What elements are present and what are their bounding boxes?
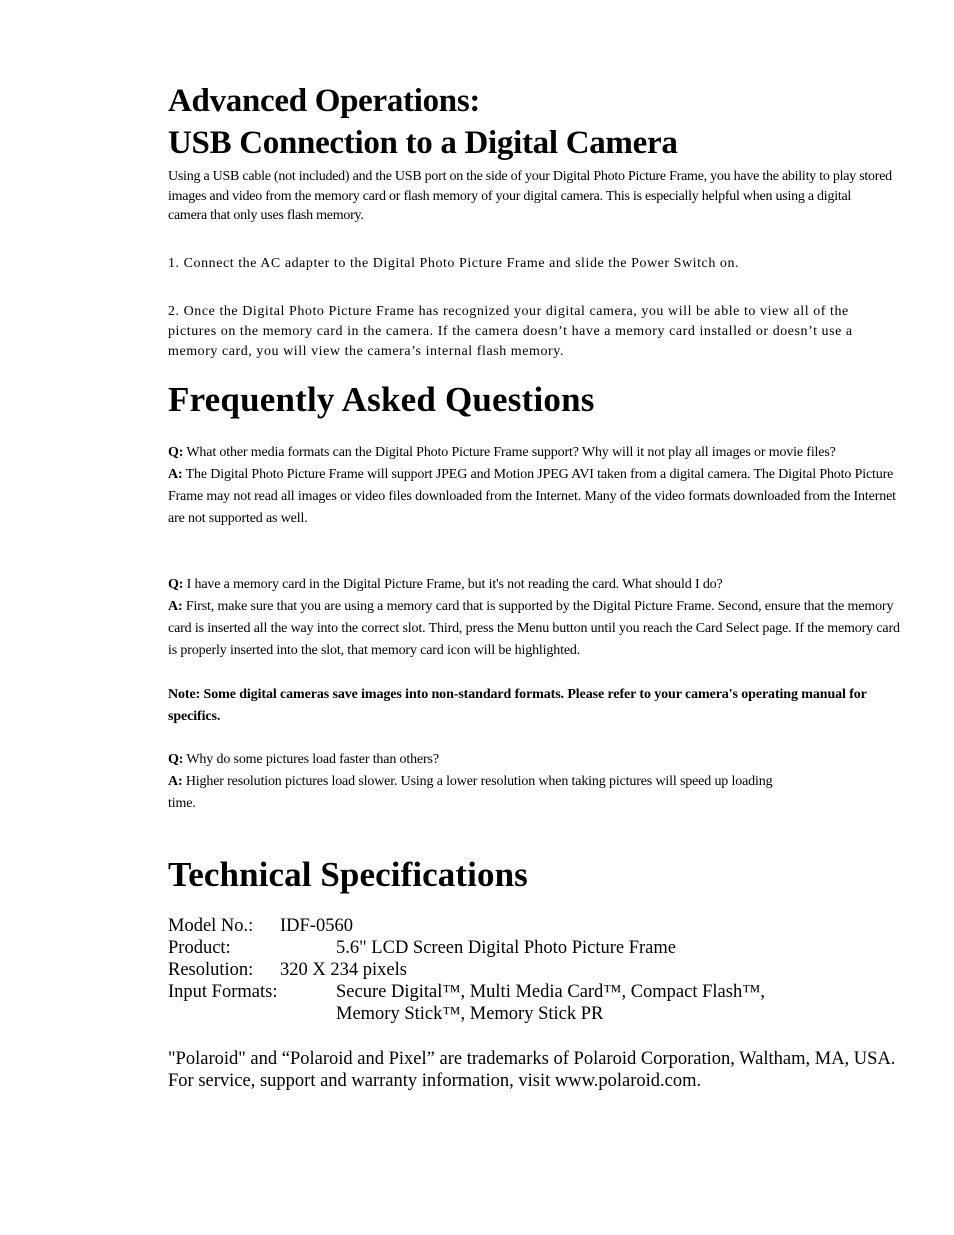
spec-row-model	[168, 915, 900, 937]
heading-line-2: USB Connection to a Digital Camera	[168, 125, 678, 161]
footer-text	[168, 1048, 900, 1092]
usb-step-2: 2. Once the Digital Photo Picture Frame has recognized your digital camera, you will be able to view all of the pictures on the memory card in the camera. If the camera doesn’t have a memory card installed or doesn’t use a memory card, you will view the camera’s internal flash memory.	[168, 304, 853, 359]
faq-item-1	[168, 442, 900, 530]
question-label: Q:	[168, 577, 184, 592]
technical-specifications-heading: Technical Specifications	[168, 855, 528, 894]
usb-step-1: 1. Connect the AC adapter to the Digital Photo Picture Frame and slide the Power Switch on.	[168, 256, 740, 271]
usb-intro-paragraph: Using a USB cable (not included) and the USB port on the side of your Digital Photo Picture Frame, you have the ability to play stored images and video from the memory card or flash memory of your digital camera. This is especially helpful when using a digital camera that only uses flash memory.	[168, 169, 892, 223]
trademark-notice: "Polaroid" and “Polaroid and Pixel” are trademarks of Polaroid Corporation, Waltham, MA, USA.	[168, 1049, 896, 1069]
heading-line-1: Advanced Operations:	[168, 83, 481, 119]
spec-row-input-formats-cont	[168, 1003, 900, 1025]
formats-note: Note: Some digital cameras save images into non-standard formats. Please refer to your camera's operating manual for specifics.	[168, 687, 867, 724]
question-label: Q:	[168, 752, 184, 767]
spec-value: 320 X 234 pixels	[280, 960, 407, 980]
spec-row-resolution	[168, 959, 900, 981]
spec-label: Product:	[168, 938, 231, 958]
answer-label: A:	[168, 774, 183, 789]
spec-value: IDF-0560	[280, 916, 353, 936]
question-text: Why do some pictures load faster than others?	[183, 752, 439, 767]
spec-label: Resolution:	[168, 960, 254, 980]
advanced-operations-heading	[168, 80, 678, 164]
specifications-list	[168, 915, 900, 1025]
spec-row-input-formats	[168, 981, 900, 1003]
faq-item-3	[168, 749, 788, 815]
spec-value: 5.6" LCD Screen Digital Photo Picture Frame	[336, 938, 676, 958]
answer-text: Higher resolution pictures load slower. Using a lower resolution when taking pictures will speed up loading time.	[168, 774, 773, 811]
spec-row-product	[168, 937, 900, 959]
spec-value: Memory Stick™, Memory Stick PR	[336, 1004, 604, 1024]
answer-label: A:	[168, 467, 183, 482]
answer-text: The Digital Photo Picture Frame will support JPEG and Motion JPEG AVI taken from a digital camera. The Digital Photo Picture Frame may not read all images or video files downloaded from the Internet. Many of the video formats downloaded from the Internet are not supported as well.	[168, 467, 896, 526]
spec-value: Secure Digital™, Multi Media Card™, Compact Flash™,	[336, 982, 765, 1002]
spec-label: Model No.:	[168, 916, 254, 936]
answer-text: First, make sure that you are using a memory card that is supported by the Digital Picture Frame. Second, ensure that the memory card is inserted all the way into the correct slot. Third, press the Menu button until you reach the Card Select page. If the memory card is properly inserted into the slot, that memory card icon will be highlighted.	[168, 599, 900, 658]
answer-label: A:	[168, 599, 183, 614]
service-info: For service, support and warranty information, visit www.polaroid.com.	[168, 1071, 702, 1091]
question-text: I have a memory card in the Digital Picture Frame, but it's not reading the card. What should I do?	[183, 577, 723, 592]
question-text: What other media formats can the Digital Photo Picture Frame support? Why will it not play all images or movie files?	[183, 445, 836, 460]
faq-item-2	[168, 574, 900, 662]
question-label: Q:	[168, 445, 184, 460]
faq-heading: Frequently Asked Questions	[168, 380, 595, 419]
spec-label: Input Formats:	[168, 982, 278, 1002]
